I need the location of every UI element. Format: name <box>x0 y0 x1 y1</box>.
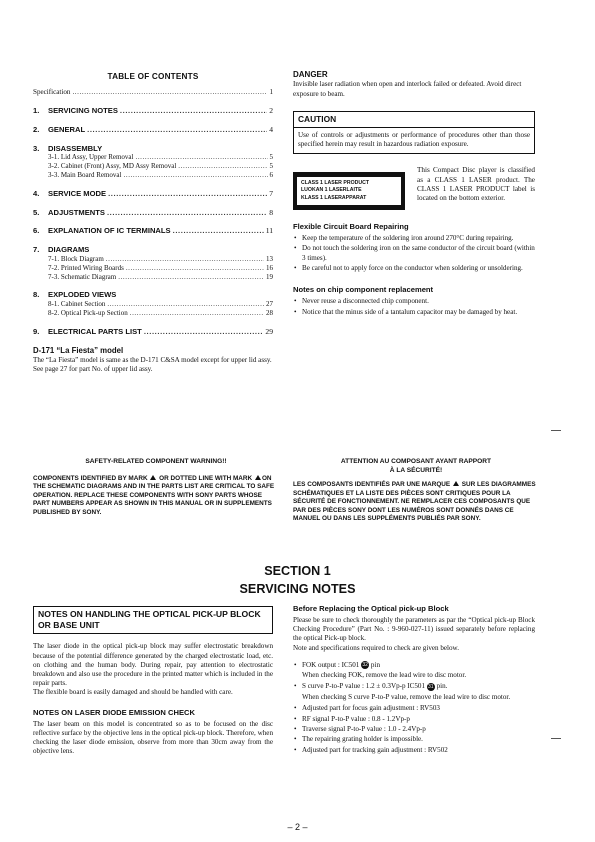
toc-section-heading <box>33 226 273 236</box>
flex-repair-title: Flexible Circuit Board Repairing <box>293 222 409 232</box>
list-item: • RF signal P-to-P value : 0.8 - 1.2Vp-p <box>293 715 535 724</box>
toc-section-page: 29 <box>265 326 273 336</box>
toc-section-title: SERVICING NOTES <box>48 105 118 115</box>
toc-section-number: 8. <box>33 290 40 300</box>
toc-subentry-page: 19 <box>266 272 273 281</box>
toc-section-label <box>33 245 89 255</box>
warning-text-part: ON THE SCHEMATIC DIAGRAMS AND IN THE PARTS LIST ARE CRITICAL TO SAFE OPERATION. REPLACE THESE COMPONENTS WITH SONY PARTS WHOSE PART NUMBERS APPEAR AS SHOWN IN THIS MANUAL OR IN SUPPLEMENTS PUBLISHED BY SONY. <box>33 474 275 516</box>
list-item-text: S curve P-to-P value : 1.2 ± 0.3Vp-p IC501 <box>302 682 426 691</box>
warning-text-part: OR DOTTED LINE WITH MARK <box>159 474 253 482</box>
toc-section-page: 4 <box>269 124 273 134</box>
handling-title: NOTES ON HANDLING THE OPTICAL PICK-UP BLOCK OR BASE UNIT <box>33 606 273 634</box>
toc-section-number: 2. <box>33 124 40 134</box>
warning-text <box>33 475 279 517</box>
toc-section-label <box>33 144 102 154</box>
toc-subentry <box>33 171 273 180</box>
toc-subentry <box>33 255 273 264</box>
toc-entry-page: 1 <box>269 87 273 96</box>
toc-section-page: 8 <box>269 207 273 217</box>
toc-section <box>33 327 273 337</box>
list-item: • Keep the temperature of the soldering iron around 270°C during repairing. <box>293 234 535 243</box>
safety-column <box>293 70 535 318</box>
toc-section-page: 7 <box>269 188 273 198</box>
laser-label-line: KLASS 1 LASERAPPARAT <box>301 194 367 201</box>
list-item: • Traverse signal P-to-P value : 1.0 - 2.4Vp-p <box>293 725 535 734</box>
warning-text <box>293 481 539 523</box>
toc-section <box>33 106 273 116</box>
list-item: • Never reuse a disconnected chip component. <box>293 297 535 306</box>
warning-title: SAFETY-RELATED COMPONENT WARNING!! <box>85 458 227 465</box>
toc-section-page: 11 <box>265 226 273 236</box>
toc-entry-specification <box>33 88 273 97</box>
toc-subentry-page: 13 <box>266 255 273 264</box>
toc-subentry-label: 8-2. Optical Pick-up Section <box>48 309 128 317</box>
toc-section-heading <box>33 327 273 337</box>
scurve-note: When checking S curve P-to-P value, remove the lead wire to disc motor. <box>302 692 511 701</box>
section-heading <box>0 562 595 599</box>
check-list <box>293 682 535 691</box>
list-item: • Do not touch the soldering iron on the same conductor of the circuit board (within 3 times). <box>293 244 535 263</box>
caution-box <box>293 111 535 154</box>
toc-subentry <box>33 153 273 162</box>
toc-section-label <box>33 106 118 116</box>
warning-triangle-icon <box>150 475 156 480</box>
toc-section-heading <box>33 189 273 199</box>
warning-text-part: SUR LES DIAGRAMMES SCHÉMATIQUES ET LA LISTE DES PIÈCES SONT CRITIQUES POUR LA SÉCURITÉ DE FONCTIONNEMENT. NE REMPLACER CES COMPOSANTS QUE PAR DES PIÈCES SONY DONT LES NUMÉROS SONT DONNÉS DANS CE MANUEL OU DANS LES SUPPLÉMENTS PUBLIÉS PAR SONY. <box>293 481 536 523</box>
toc-subentry-page: 28 <box>266 309 273 317</box>
toc-section-title: SERVICE MODE <box>48 188 107 198</box>
toc-section-label <box>33 226 171 236</box>
list-item <box>293 661 535 670</box>
warning-triangle-icon <box>453 481 459 486</box>
caution-text: Use of controls or adjustments or performance of procedures other than those specified herein may result in hazardous radiation exposure. <box>298 130 530 148</box>
page-number: – 2 – <box>287 822 308 832</box>
toc-subentry <box>33 162 273 171</box>
toc-section <box>33 290 273 317</box>
toc-subentry-label: 3-3. Main Board Removal <box>48 170 122 179</box>
toc-subentry-page: 27 <box>266 300 273 309</box>
pin-number-badge: 32 <box>362 662 368 669</box>
check-list <box>293 704 535 755</box>
toc-section <box>33 189 273 199</box>
toc-section-page: 2 <box>269 105 273 115</box>
toc-subentry <box>33 309 273 318</box>
toc-section-number: 5. <box>33 207 40 217</box>
danger-text: Invisible laser radiation when open and interlock failed or defeated. Avoid direct exposure to beam. <box>293 80 522 98</box>
toc-subentry-label: 7-2. Printed Wiring Boards <box>48 263 124 272</box>
toc-section-heading <box>33 106 273 116</box>
toc-section <box>33 208 273 218</box>
before-text-2: Note and specifications required to check are given below. <box>293 643 459 652</box>
toc-section-title: ADJUSTMENTS <box>48 207 105 217</box>
warning-text-part: COMPONENTS IDENTIFIED BY MARK <box>33 474 148 482</box>
toc-section-title: DIAGRAMS <box>48 245 90 255</box>
toc-section-heading <box>33 290 273 300</box>
toc-section <box>33 245 273 281</box>
toc-section-title: GENERAL <box>48 124 86 134</box>
toc-section-title: EXPLANATION OF IC TERMINALS <box>48 226 171 236</box>
toc-section-number: 7. <box>33 245 40 255</box>
model-text-1: The “La Fiesta” model is same as the D-171 C&SA model except for upper lid assy. <box>33 355 272 364</box>
list-item-text: FOK output : IC501 <box>302 660 360 669</box>
handling-notes-column <box>33 606 273 756</box>
laser-label-line: CLASS 1 LASER PRODUCT <box>301 179 370 186</box>
toc-subentry <box>33 273 273 282</box>
toc-section-label <box>33 208 105 218</box>
toc-section-number: 3. <box>33 143 40 153</box>
chip-notes-title: Notes on chip component replacement <box>293 285 434 295</box>
fok-note: When checking FOK, remove the lead wire to disc motor. <box>302 671 467 680</box>
safety-warning-english <box>33 458 279 517</box>
toc-section-heading <box>33 208 273 218</box>
before-title: Before Replacing the Optical pick-up Block <box>293 604 449 613</box>
handling-text-2: The flexible board is easily damaged and should be handled with care. <box>33 688 233 697</box>
toc-section-heading <box>33 245 273 255</box>
toc-entry-label: Specification <box>33 87 71 96</box>
warning-title: À LA SÉCURITÉ! <box>389 466 443 474</box>
toc-subentry-label: 3-2. Cabinet (Front) Assy, MD Assy Removal <box>48 162 177 171</box>
toc-section-title: ELECTRICAL PARTS LIST <box>48 326 142 336</box>
pin-number-badge: 31 <box>428 683 434 690</box>
toc-section-label <box>33 290 116 300</box>
toc-section-number: 4. <box>33 188 40 198</box>
pickup-replacement-column <box>293 604 535 756</box>
toc-section <box>33 125 273 135</box>
table-of-contents <box>33 72 273 374</box>
toc-section-label <box>33 189 106 199</box>
toc-subentry-page: 6 <box>269 170 273 179</box>
list-item: • Adjusted part for focus gain adjustment : RV503 <box>293 704 535 713</box>
toc-title: TABLE OF CONTENTS <box>107 72 199 81</box>
emission-title: NOTES ON LASER DIODE EMISSION CHECK <box>33 707 196 717</box>
list-item <box>293 682 535 691</box>
toc-section-number: 9. <box>33 326 40 336</box>
check-list <box>293 661 535 670</box>
toc-subentry-label: 3-1. Lid Assy, Upper Removal <box>48 153 134 162</box>
toc-section-title: EXPLODED VIEWS <box>48 290 117 300</box>
model-text-2: See page 27 for part No. of upper lid assy. <box>33 364 153 373</box>
toc-section-label <box>33 125 85 135</box>
handling-text-1: The laser diode in the optical pick-up block may suffer electrostatic breakdown because of the potential difference generated by the charged electrostatic load, etc. on clothing and the human body. During repair, pay attention to electrostatic breakdown and also use the procedure in the printed matter which is included in the repair parts. <box>33 642 273 688</box>
section-number: SECTION 1 <box>264 564 331 578</box>
warning-triangle-icon <box>255 475 261 480</box>
toc-section-number: 1. <box>33 105 40 115</box>
margin-mark <box>551 738 561 739</box>
toc-subentry-page: 5 <box>269 153 273 162</box>
toc-section <box>33 226 273 236</box>
toc-sections <box>33 106 273 337</box>
list-item: • Notice that the minus side of a tantalum capacitor may be damaged by heat. <box>293 308 535 317</box>
toc-section-heading <box>33 125 273 135</box>
list-item-text: pin. <box>436 682 448 691</box>
model-title: D-171 “La Fiesta” model <box>33 345 124 355</box>
toc-subentry <box>33 300 273 309</box>
chip-notes-list <box>293 297 535 317</box>
list-item: • Be careful not to apply force on the conductor when soldering or unsoldering. <box>293 264 535 273</box>
toc-section-heading <box>33 144 273 154</box>
margin-mark <box>551 430 561 431</box>
warning-title: ATTENTION AU COMPOSANT AYANT RAPPORT <box>340 458 492 465</box>
toc-section-title: DISASSEMBLY <box>48 143 103 153</box>
laser-product-label <box>293 172 405 210</box>
toc-subentry-label: 8-1. Cabinet Section <box>48 300 106 309</box>
caution-title: CAUTION <box>294 112 534 128</box>
toc-section <box>33 144 273 180</box>
list-item: • The repairing grating holder is impossible. <box>293 735 535 744</box>
toc-subentry <box>33 264 273 273</box>
toc-section-number: 6. <box>33 226 40 236</box>
section-title: SERVICING NOTES <box>239 582 356 597</box>
flex-repair-list <box>293 234 535 273</box>
list-item-text: pin <box>370 660 380 669</box>
warning-text-part: LES COMPOSANTS IDENTIFIÉS PAR UNE MARQUE <box>293 481 451 489</box>
toc-subentry-page: 16 <box>266 263 273 272</box>
list-item: • Adjusted part for tracking gain adjustment : RV502 <box>293 746 535 755</box>
emission-text: The laser beam on this model is concentrated so as to be focused on the disc reflective surface by the objective lens in the optical pick-up block. Therefore, when checking the laser diode emission, observe from more than 30cm away from the objective lens. <box>33 719 273 756</box>
toc-section-label <box>33 327 142 337</box>
toc-subentry-label: 7-3. Schematic Diagram <box>48 272 117 281</box>
toc-subentry-page: 5 <box>269 162 273 171</box>
before-text-1: Please be sure to check thoroughly the parameters as par the “Optical pick-up Block Checking Procedure” (Part No. : 9-960-027-11) issued separately before replacing the optical Pick-up block. <box>293 615 535 643</box>
laser-label-description: This Compact Disc player is classified as a CLASS 1 LASER product. The CLASS 1 LASER PRODUCT label is located on the bottom exterior. <box>417 166 535 203</box>
danger-title: DANGER <box>293 70 328 79</box>
toc-subentry-label: 7-1. Block Diagram <box>48 255 104 264</box>
laser-label-line: LUOKAN 1 LASERLAITE <box>301 187 362 194</box>
laser-label-row <box>293 166 535 210</box>
safety-warning-french <box>293 458 539 524</box>
